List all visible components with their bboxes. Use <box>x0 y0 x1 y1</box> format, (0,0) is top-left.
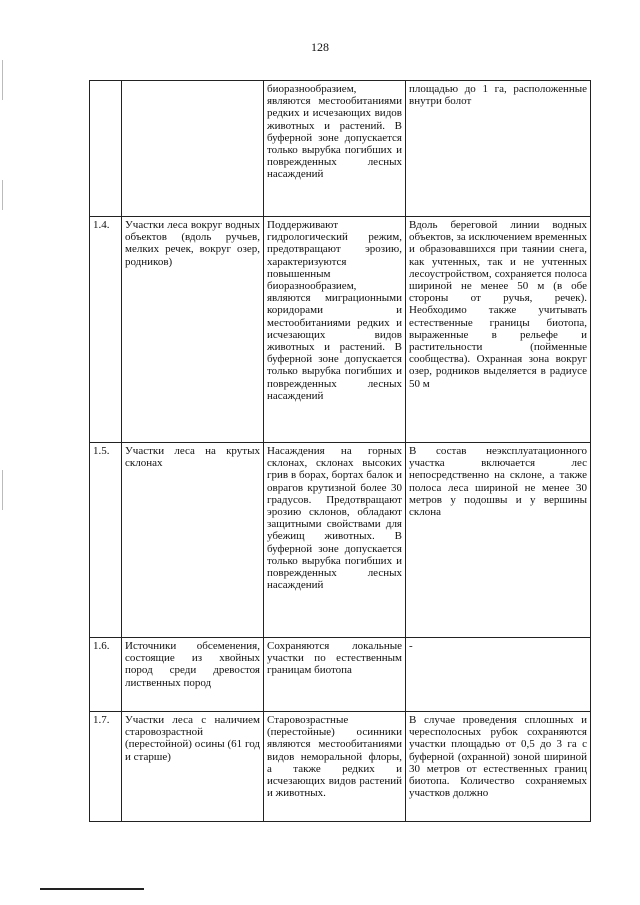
table-row <box>90 638 591 712</box>
row-note: Вдоль береговой линии водных объектов, за исключением временных и образовавшихся при таянии снега, как учтенных, так и не учтенных лесоустройством, сохраняется полоса шириной не менее 50 м (в обе стороны от ручья, речек). Необходимо также учитывать естественные границы биотопа, выраженные в рельефе и растительности (пойменные сообщества). Охранная зона вокруг озер, родников выделяется в радиусе 50 м <box>406 217 591 443</box>
row-name: Участки леса на крутых склонах <box>122 443 264 638</box>
binding-mark <box>2 470 3 510</box>
row-note: В случае проведения сплошных и чересполосных рубок сохраняются участки площадью от 0,5 до 3 га с буферной (охранной) зоной шириной 30 метров от естественных границ биотопа. Количество сохраняемых участков должно <box>406 712 591 822</box>
table-row <box>90 81 591 217</box>
table-row <box>90 712 591 822</box>
row-name: Участки леса с наличием старовозрастной (перестойной) осины (61 год и старше) <box>122 712 264 822</box>
row-number: 1.7. <box>90 712 122 822</box>
table-row <box>90 217 591 443</box>
row-description: биоразнообразием, являются местообитаниями редких и исчезающих видов животных и растений. В буферной зоне допускается только вырубка погибших и поврежденных лесных насаждений <box>264 81 406 217</box>
row-number: 1.4. <box>90 217 122 443</box>
row-number: 1.6. <box>90 638 122 712</box>
row-name <box>122 81 264 217</box>
row-note: - <box>406 638 591 712</box>
page-number: 128 <box>311 40 329 54</box>
binding-mark <box>2 60 3 100</box>
binding-mark <box>2 180 3 210</box>
row-number: 1.5. <box>90 443 122 638</box>
footnote-separator <box>40 888 144 890</box>
criteria-table <box>89 80 591 822</box>
row-description: Сохраняются локальные участки по естественным границам биотопа <box>264 638 406 712</box>
table-row <box>90 443 591 638</box>
row-name: Источники обсеменения, состоящие из хвойных пород среди древостоя лиственных пород <box>122 638 264 712</box>
row-description: Старовозрастные (перестойные) осинники являются местообитаниями видов неморальной флоры, а также редких и исчезающих видов растений и животных. <box>264 712 406 822</box>
row-description: Насаждения на горных склонах, склонах высоких грив в борах, бортах балок и оврагов крутизной более 30 градусов. Предотвращают эрозию склонов, обладают защитными свойствами для убежищ животных. В буферной зоне допускается только вырубка погибших и поврежденных лесных насаждений <box>264 443 406 638</box>
row-note: В состав неэксплуатационного участка включается лес непосредственно на склоне, а также полоса леса шириной не менее 30 метров у подошвы и у вершины склона <box>406 443 591 638</box>
row-name: Участки леса вокруг водных объектов (вдоль ручьев, мелких речек, вокруг озер, родников) <box>122 217 264 443</box>
row-number <box>90 81 122 217</box>
row-note: площадью до 1 га, расположенные внутри болот <box>406 81 591 217</box>
row-description: Поддерживают гидрологический режим, предотвращают эрозию, характеризуются повышенным биоразнообразием, являются миграционными коридорами и местообитаниями редких и исчезающих видов животных и растений. В буферной зоне допускается только вырубка погибших и поврежденных лесных насаждений <box>264 217 406 443</box>
